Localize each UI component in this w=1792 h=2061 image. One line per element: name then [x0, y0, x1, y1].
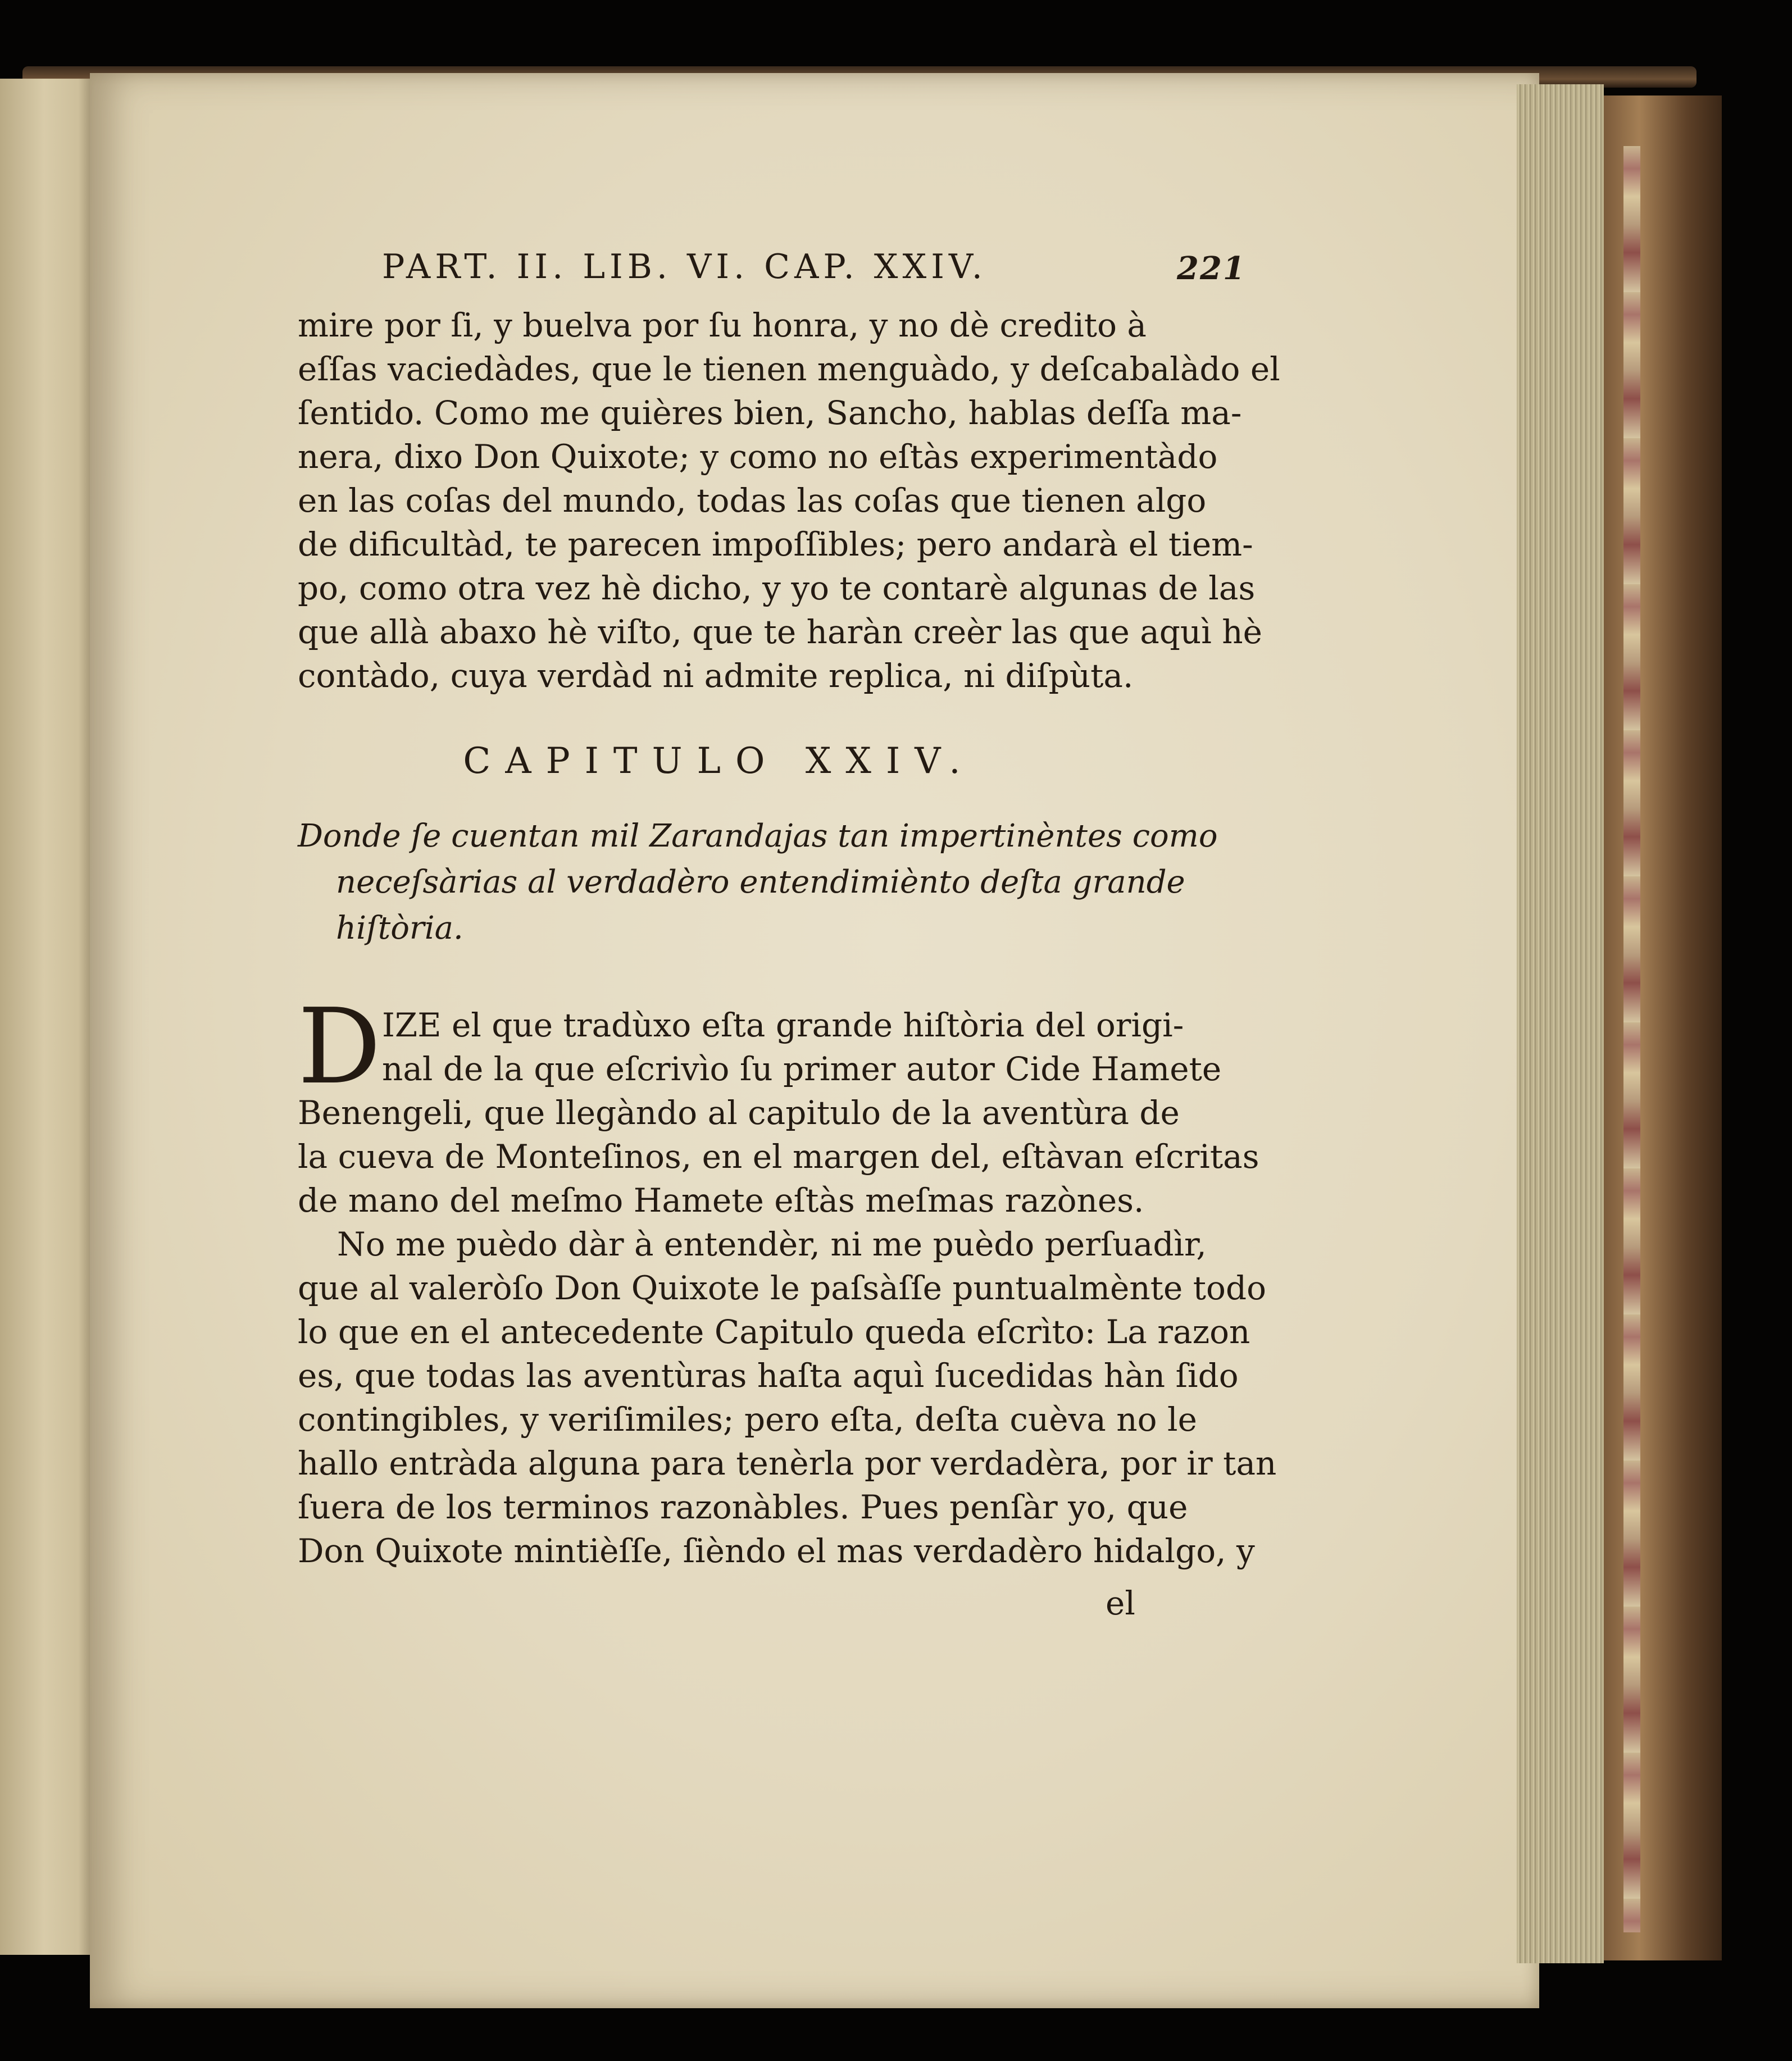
- marbled-endpaper: [1623, 146, 1640, 1932]
- page-edges: [1517, 84, 1604, 1963]
- text-line: la cueva de Monteſinos, en el margen del, eſtàvan eſcritas: [298, 1138, 1259, 1176]
- text-line: ſentido. Como me quières bien, Sancho, hablas deſſa ma-: [298, 394, 1242, 432]
- text-line: ſuera de los terminos razonàbles. Pues penſàr yo, que: [298, 1488, 1188, 1526]
- text-line: es, que todas las aventùras haſta aquì ſucedidas hàn ſido: [298, 1357, 1239, 1395]
- text-line: mire por ſi, y buelva por ſu honra, y no dè credito à: [298, 306, 1147, 344]
- text-line: de mano del meſmo Hamete eſtàs meſmas razònes.: [298, 1181, 1144, 1220]
- text-line: contingibles, y veriſimiles; pero eſta, deſta cuèva no le: [298, 1400, 1197, 1439]
- text-line: hallo entràda alguna para tenèrla por verdadèra, por ir tan: [298, 1444, 1277, 1482]
- drop-cap: D: [298, 986, 381, 1107]
- text-line: contàdo, cuya verdàd ni admite replica, ni diſpùta.: [298, 657, 1134, 695]
- text-line: eſſas vaciedàdes, que le tienen menguàdo, y deſcabalàdo el: [298, 350, 1280, 388]
- text-line: IZE el que tradùxo eſta grande hiſtòria del origi-: [382, 1006, 1184, 1044]
- text-line: No me puèdo dàr à entendèr, ni me puèdo perſuadìr,: [337, 1225, 1207, 1263]
- text-line: de dificultàd, te parecen impoſſibles; pero andarà el tiem-: [298, 525, 1253, 563]
- text-line: Benengeli, que llegàndo al capitulo de la aventùra de: [298, 1094, 1180, 1132]
- catchword: el: [1106, 1584, 1135, 1622]
- running-head: PART. II. LIB. VI. CAP. XXIV.: [382, 247, 987, 286]
- text-line: que allà abaxo hè viſto, que te haràn creèr las que aquì hè: [298, 613, 1262, 651]
- book-cover-board: [1604, 95, 1722, 1960]
- text-line: Don Quixote mintièſſe, ſièndo el mas verdadèro hidalgo, y: [298, 1532, 1255, 1570]
- text-line: nera, dixo Don Quixote; y como no eſtàs experimentàdo: [298, 438, 1218, 476]
- chapter-summary-line: neceſsàrias al verdadèro entendimiènto deſta grande: [336, 864, 1185, 900]
- text-line: que al valeròſo Don Quixote le paſsàſſe puntualmènte todo: [298, 1269, 1267, 1307]
- chapter-title: CAPITULO XXIV.: [463, 740, 975, 782]
- facing-page-edge: [0, 79, 98, 1955]
- text-line: po, como otra vez hè dicho, y yo te contarè algunas de las: [298, 569, 1256, 607]
- chapter-summary-line: hiſtòria.: [336, 910, 463, 947]
- text-line: nal de la que eſcrivìo ſu primer autor Cide Hamete: [382, 1050, 1222, 1088]
- text-line: lo que en el antecedente Capitulo queda eſcrìto: La razon: [298, 1313, 1250, 1351]
- chapter-summary-line: Donde ſe cuentan mil Zarandajas tan impertinèntes como: [298, 818, 1218, 854]
- text-line: en las coſas del mundo, todas las coſas que tienen algo: [298, 481, 1207, 520]
- page-number: 221: [1177, 250, 1246, 287]
